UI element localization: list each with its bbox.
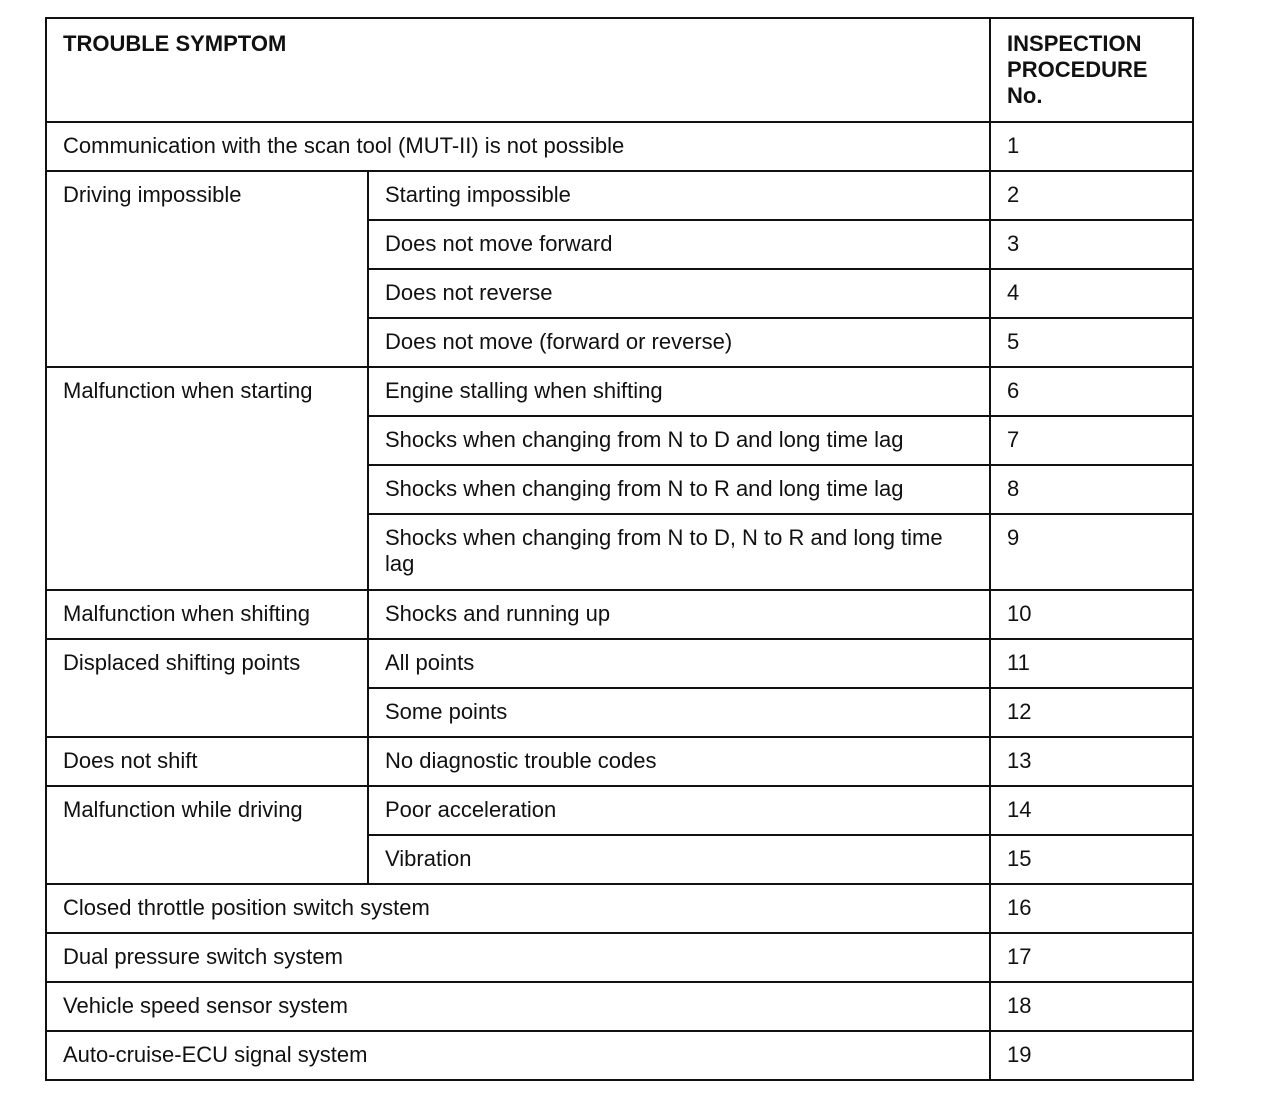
symptom-cell: Communication with the scan tool (MUT-II) is not possible	[46, 122, 990, 171]
symptom-cell: No diagnostic trouble codes	[368, 737, 990, 786]
procedure-number: 13	[990, 737, 1193, 786]
header-trouble-symptom: TROUBLE SYMPTOM	[46, 18, 990, 122]
symptom-group-cell: Driving impossible	[46, 171, 368, 367]
symptom-cell: Shocks and running up	[368, 590, 990, 639]
table-row	[46, 933, 1193, 982]
table-row	[46, 737, 1193, 786]
trouble-symptom-table	[45, 17, 1194, 1081]
header-inspection-procedure	[990, 18, 1193, 122]
symptom-cell: Does not reverse	[368, 269, 990, 318]
procedure-number: 5	[990, 318, 1193, 367]
symptom-cell: All points	[368, 639, 990, 688]
table-row	[46, 884, 1193, 933]
symptom-group-cell: Malfunction while driving	[46, 786, 368, 884]
symptom-cell: Engine stalling when shifting	[368, 367, 990, 416]
header-procedure-line3: No.	[1007, 83, 1043, 108]
symptom-cell: Some points	[368, 688, 990, 737]
procedure-number: 4	[990, 269, 1193, 318]
symptom-cell: Vibration	[368, 835, 990, 884]
symptom-cell: Poor acceleration	[368, 786, 990, 835]
procedure-number: 8	[990, 465, 1193, 514]
procedure-number: 16	[990, 884, 1193, 933]
symptom-cell: Does not move (forward or reverse)	[368, 318, 990, 367]
symptom-cell: Shocks when changing from N to D, N to R and long time lag	[368, 514, 990, 590]
symptom-cell: Closed throttle position switch system	[46, 884, 990, 933]
procedure-number: 18	[990, 982, 1193, 1031]
procedure-number: 2	[990, 171, 1193, 220]
procedure-number: 10	[990, 590, 1193, 639]
procedure-number: 14	[990, 786, 1193, 835]
symptom-cell: Does not move forward	[368, 220, 990, 269]
procedure-number: 3	[990, 220, 1193, 269]
table-row	[46, 171, 1193, 220]
symptom-group-cell: Malfunction when shifting	[46, 590, 368, 639]
procedure-number: 12	[990, 688, 1193, 737]
symptom-cell: Shocks when changing from N to D and long time lag	[368, 416, 990, 465]
procedure-number: 11	[990, 639, 1193, 688]
procedure-number: 1	[990, 122, 1193, 171]
procedure-number: 9	[990, 514, 1193, 590]
procedure-number: 19	[990, 1031, 1193, 1080]
symptom-cell: Vehicle speed sensor system	[46, 982, 990, 1031]
procedure-number: 15	[990, 835, 1193, 884]
symptom-group-cell: Displaced shifting points	[46, 639, 368, 737]
procedure-number: 17	[990, 933, 1193, 982]
table-row	[46, 122, 1193, 171]
symptom-cell: Starting impossible	[368, 171, 990, 220]
table-row	[46, 982, 1193, 1031]
symptom-cell: Auto-cruise-ECU signal system	[46, 1031, 990, 1080]
header-procedure-line2: PROCEDURE	[1007, 57, 1148, 82]
symptom-group-cell: Malfunction when starting	[46, 367, 368, 590]
header-procedure-line1: INSPECTION	[1007, 31, 1142, 56]
table-row	[46, 639, 1193, 688]
table-row	[46, 367, 1193, 416]
table-row	[46, 590, 1193, 639]
table-row	[46, 1031, 1193, 1080]
table-header-row	[46, 18, 1193, 122]
table-row	[46, 786, 1193, 835]
procedure-number: 7	[990, 416, 1193, 465]
symptom-cell: Shocks when changing from N to R and long time lag	[368, 465, 990, 514]
symptom-group-cell: Does not shift	[46, 737, 368, 786]
symptom-cell: Dual pressure switch system	[46, 933, 990, 982]
procedure-number: 6	[990, 367, 1193, 416]
